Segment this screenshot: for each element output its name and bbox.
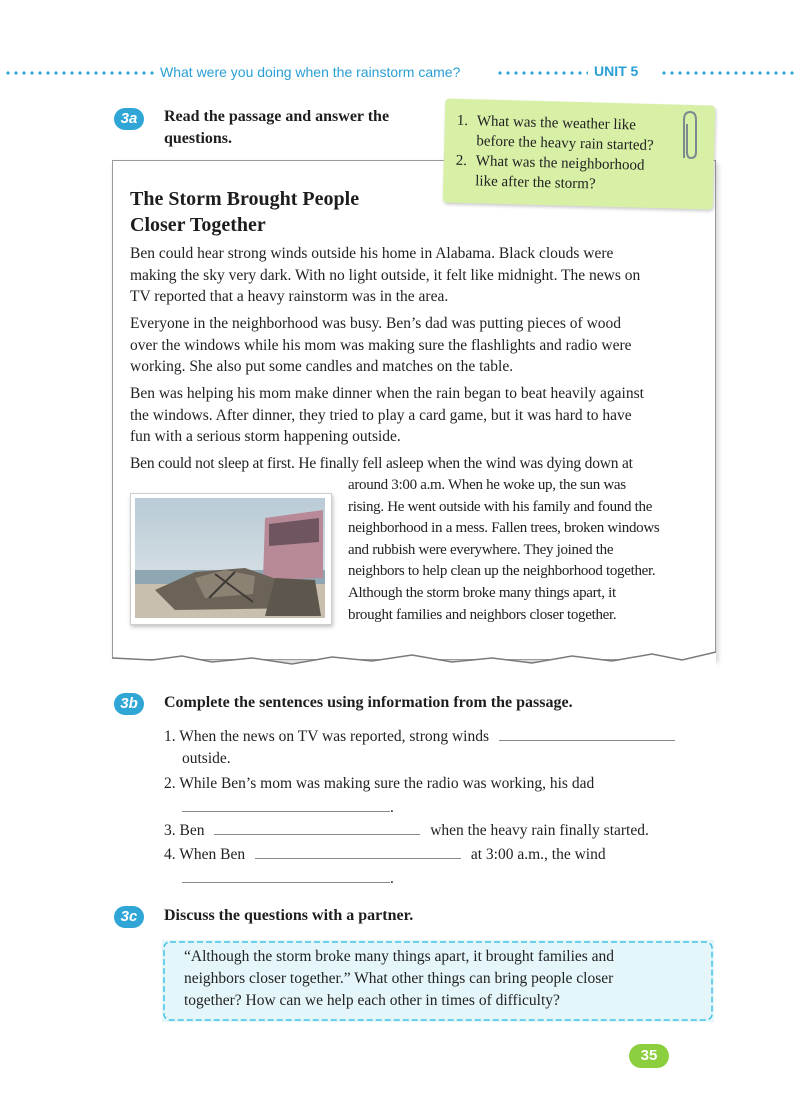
header-title: What were you doing when the rainstorm came? bbox=[160, 64, 461, 80]
paragraph-line: Ben could hear strong winds outside his home in Alabama. Black clouds were bbox=[130, 245, 614, 262]
passage-title-line1: The Storm Brought People bbox=[130, 188, 360, 210]
paragraph-1 bbox=[130, 243, 640, 308]
paragraph-line: TV reported that a heavy rainstorm was in the area. bbox=[130, 288, 449, 306]
page-number: 35 bbox=[629, 1044, 669, 1068]
discussion-box bbox=[162, 940, 714, 1022]
sentence-1 bbox=[164, 726, 675, 748]
sentence-1-text: 1. When the news on TV was reported, strong winds bbox=[164, 728, 490, 745]
sentence-2-cont bbox=[182, 797, 394, 819]
answer-blank-4[interactable] bbox=[255, 844, 461, 859]
note-question-1-line1: What was the weather like bbox=[476, 113, 637, 134]
paragraph-line: neighborhood in a mess. Fallen trees, broken windows bbox=[348, 520, 660, 537]
paragraph-line: brought families and neighbors closer together. bbox=[348, 606, 617, 623]
passage-title bbox=[130, 186, 359, 238]
paragraph-line: rising. He went outside with his family and found the bbox=[348, 498, 653, 515]
sentence-3-start: 3. Ben bbox=[164, 822, 205, 839]
sentence-1-cont: outside. bbox=[182, 750, 231, 767]
paragraph-line: working. She also put some candles and matches on the table. bbox=[130, 358, 514, 376]
instruction-3b: Complete the sentences using information from the passage. bbox=[164, 694, 573, 711]
storm-damage-image bbox=[135, 498, 325, 618]
section-badge-3b: 3b bbox=[114, 693, 144, 715]
answer-blank-3[interactable] bbox=[214, 820, 420, 835]
sentence-4-middle: at 3:00 a.m., the wind bbox=[470, 846, 606, 863]
section-badge-3c: 3c bbox=[114, 906, 144, 928]
section-badge-3a: 3a bbox=[114, 108, 144, 130]
paragraph-line: around 3:00 a.m. When he woke up, the sun was bbox=[348, 477, 626, 493]
unit-label: UNIT 5 bbox=[594, 63, 639, 79]
paperclip-icon bbox=[674, 108, 704, 164]
answer-blank-5[interactable] bbox=[182, 868, 390, 883]
instruction-3a-line2: questions. bbox=[164, 130, 233, 147]
note-question-2-line2: like after the storm? bbox=[475, 173, 596, 193]
sentence-2: 2. While Ben’s mom was making sure the radio was working, his dad bbox=[164, 775, 595, 792]
paragraph-line: Although the storm broke many things apart, it bbox=[348, 584, 616, 601]
note-question-1 bbox=[456, 111, 709, 158]
paragraph-2 bbox=[130, 313, 632, 378]
torn-paper-edge bbox=[112, 646, 716, 676]
paragraph-line: fun with a serious storm happening outside. bbox=[130, 428, 401, 446]
instruction-3a bbox=[164, 106, 389, 150]
discussion-line: “Although the storm broke many things apart, it brought families and bbox=[184, 948, 615, 965]
note-question-1-number: 1. bbox=[456, 112, 469, 130]
note-question-1-line2: before the heavy rain started? bbox=[476, 133, 654, 154]
paragraph-3 bbox=[130, 383, 644, 448]
note-question-2-line1: What was the neighborhood bbox=[475, 153, 645, 174]
header-dots-right bbox=[660, 70, 796, 76]
sentence-4 bbox=[164, 844, 606, 866]
sentence-4-cont bbox=[182, 868, 394, 890]
paragraph-line: Ben was helping his mom make dinner when the rain began to beat heavily against bbox=[130, 385, 644, 402]
paragraph-line: and rubbish were everywhere. They joined the bbox=[348, 541, 614, 558]
header-dots-left bbox=[4, 70, 154, 76]
paragraph-line: over the windows while his mom was making sure the flashlights and radio were bbox=[130, 336, 632, 354]
answer-blank-2[interactable] bbox=[182, 797, 390, 812]
running-header bbox=[0, 60, 800, 90]
answer-blank-1[interactable] bbox=[499, 726, 675, 741]
note-question-2-number: 2. bbox=[455, 152, 468, 170]
sentence-2-period: . bbox=[390, 799, 394, 816]
discussion-line: together? How can we help each other in times of difficulty? bbox=[184, 992, 560, 1009]
header-dots-middle bbox=[496, 70, 588, 76]
sentence-4-start: 4. When Ben bbox=[164, 846, 246, 863]
paragraph-line: Everyone in the neighborhood was busy. Ben’s dad was putting pieces of wood bbox=[130, 315, 622, 332]
discussion-text bbox=[184, 946, 704, 1012]
sentence-4-period: . bbox=[390, 870, 394, 887]
passage-title-line2: Closer Together bbox=[130, 214, 266, 236]
sentence-3 bbox=[164, 820, 649, 842]
paragraph-line: the windows. After dinner, they tried to play a card game, but it was hard to have bbox=[130, 406, 632, 424]
note-question-2 bbox=[455, 151, 708, 198]
discussion-line: neighbors closer together.” What other things can bring people closer bbox=[184, 970, 614, 987]
paragraph-4-first-line: Ben could not sleep at first. He finally fell asleep when the wind was dying down at bbox=[130, 455, 633, 472]
sentence-3-end: when the heavy rain finally started. bbox=[430, 822, 649, 839]
storm-damage-photo bbox=[130, 493, 332, 625]
paragraph-line: making the sky very dark. With no light outside, it felt like midnight. The news on bbox=[130, 266, 641, 284]
paragraph-line: neighbors to help clean up the neighborhood together. bbox=[348, 563, 656, 580]
instruction-3c: Discuss the questions with a partner. bbox=[164, 907, 414, 924]
instruction-3a-line1: Read the passage and answer the bbox=[164, 108, 390, 125]
paragraph-4-wrapped bbox=[348, 475, 659, 626]
